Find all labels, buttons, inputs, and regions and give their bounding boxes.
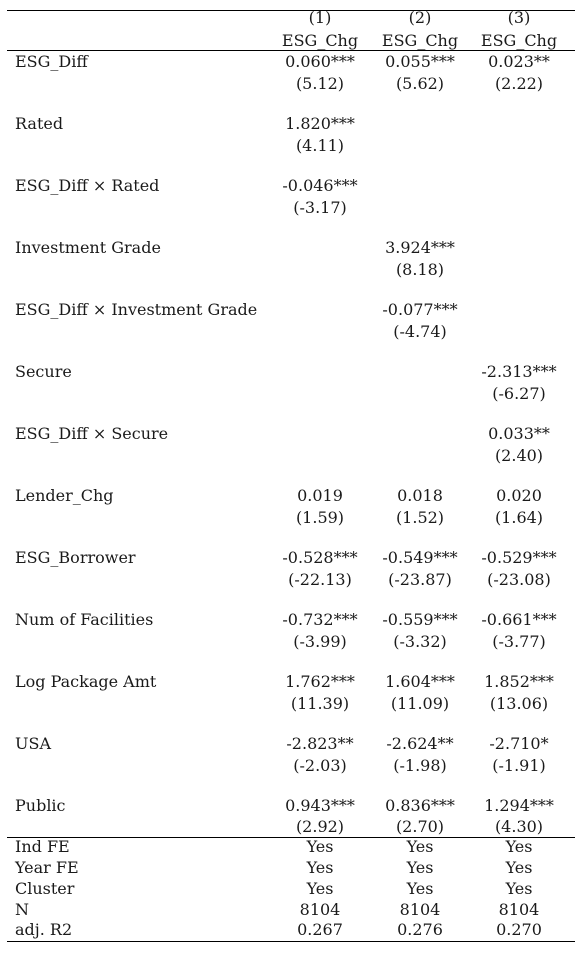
row-label: adj. R2	[15, 920, 73, 939]
row-label: ESG_Borrower	[15, 548, 136, 567]
t-stat: (-22.13)	[288, 570, 352, 589]
coef-value: 0.943***	[285, 796, 355, 815]
coef-value: -0.732***	[282, 610, 358, 629]
stat-value: 8104	[299, 900, 341, 919]
row-label: ESG_Diff × Investment Grade	[15, 300, 258, 319]
t-stat: (-1.91)	[492, 756, 546, 775]
stat-value: 0.267	[297, 920, 343, 939]
t-stat: (2.70)	[395, 817, 445, 836]
coef-value: 3.924***	[385, 238, 455, 257]
stat-value: Yes	[306, 858, 334, 877]
coef-value: -2.624**	[386, 734, 454, 753]
coef-value: 0.020	[496, 486, 542, 505]
t-stat: (8.18)	[395, 260, 445, 279]
coef-value: 0.055***	[385, 52, 455, 71]
t-stat: (-6.27)	[492, 384, 546, 403]
coef-value: 1.852***	[484, 672, 554, 691]
t-stat: (5.62)	[395, 74, 445, 93]
t-stat: (-3.32)	[393, 632, 447, 651]
t-stat: (-2.03)	[293, 756, 347, 775]
stat-value: Yes	[306, 837, 334, 856]
t-stat: (-23.87)	[388, 570, 452, 589]
stat-value: Yes	[505, 879, 533, 898]
bottom-rule	[7, 941, 575, 942]
stat-value: 0.270	[496, 920, 542, 939]
t-stat: (-3.17)	[293, 198, 347, 217]
t-stat: (1.59)	[295, 508, 345, 527]
stat-value: Yes	[406, 837, 434, 856]
stat-value: Yes	[306, 879, 334, 898]
t-stat: (1.64)	[494, 508, 544, 527]
t-stat: (11.39)	[290, 694, 350, 713]
column-header: ESG_Chg	[381, 31, 459, 50]
column-number: (1)	[308, 8, 332, 27]
column-header: ESG_Chg	[281, 31, 359, 50]
row-label: Rated	[15, 114, 64, 133]
stat-value: Yes	[505, 858, 533, 877]
row-label: Num of Facilities	[15, 610, 154, 629]
coef-value: 0.019	[297, 486, 343, 505]
row-label: USA	[15, 734, 51, 753]
stat-value: 8104	[498, 900, 540, 919]
coef-value: -0.528***	[282, 548, 358, 567]
t-stat: (2.22)	[494, 74, 544, 93]
coef-value: -2.710*	[489, 734, 549, 753]
t-stat: (2.40)	[494, 446, 544, 465]
t-stat: (1.52)	[395, 508, 445, 527]
row-label: Ind FE	[15, 837, 70, 856]
row-label: ESG_Diff × Rated	[15, 176, 160, 195]
row-label: Cluster	[15, 879, 75, 898]
stat-value: 8104	[399, 900, 441, 919]
coef-value: 0.018	[397, 486, 443, 505]
t-stat: (-4.74)	[393, 322, 447, 341]
coef-value: 0.033**	[488, 424, 550, 443]
coef-value: 0.060***	[285, 52, 355, 71]
coef-value: 1.762***	[285, 672, 355, 691]
row-label: Investment Grade	[15, 238, 161, 257]
t-stat: (-3.99)	[293, 632, 347, 651]
coef-value: -0.559***	[382, 610, 458, 629]
row-label: Public	[15, 796, 66, 815]
t-stat: (-1.98)	[393, 756, 447, 775]
t-stat: (2.92)	[295, 817, 345, 836]
coef-value: -0.549***	[382, 548, 458, 567]
coef-value: 1.604***	[385, 672, 455, 691]
t-stat: (-3.77)	[492, 632, 546, 651]
coef-value: -0.661***	[481, 610, 557, 629]
coef-value: -2.313***	[481, 362, 557, 381]
t-stat: (5.12)	[295, 74, 345, 93]
stat-value: Yes	[505, 837, 533, 856]
row-label: N	[15, 900, 29, 919]
coef-value: -0.529***	[481, 548, 557, 567]
column-header: ESG_Chg	[480, 31, 558, 50]
row-label: Lender_Chg	[15, 486, 114, 505]
t-stat: (13.06)	[489, 694, 549, 713]
coef-value: -0.046***	[282, 176, 358, 195]
row-label: ESG_Diff × Secure	[15, 424, 169, 443]
coef-value: 1.820***	[285, 114, 355, 133]
t-stat: (4.11)	[295, 136, 345, 155]
coef-value: 0.836***	[385, 796, 455, 815]
stat-value: 0.276	[397, 920, 443, 939]
stat-value: Yes	[406, 858, 434, 877]
t-stat: (-23.08)	[487, 570, 551, 589]
coef-value: 1.294***	[484, 796, 554, 815]
column-number: (2)	[408, 8, 432, 27]
coef-value: -2.823**	[286, 734, 354, 753]
row-label: Secure	[15, 362, 72, 381]
column-number: (3)	[507, 8, 531, 27]
row-label: ESG_Diff	[15, 52, 88, 71]
row-label: Log Package Amt	[15, 672, 157, 691]
coef-value: 0.023**	[488, 52, 550, 71]
coef-value: -0.077***	[382, 300, 458, 319]
t-stat: (11.09)	[390, 694, 450, 713]
t-stat: (4.30)	[494, 817, 544, 836]
stat-value: Yes	[406, 879, 434, 898]
row-label: Year FE	[15, 858, 79, 877]
